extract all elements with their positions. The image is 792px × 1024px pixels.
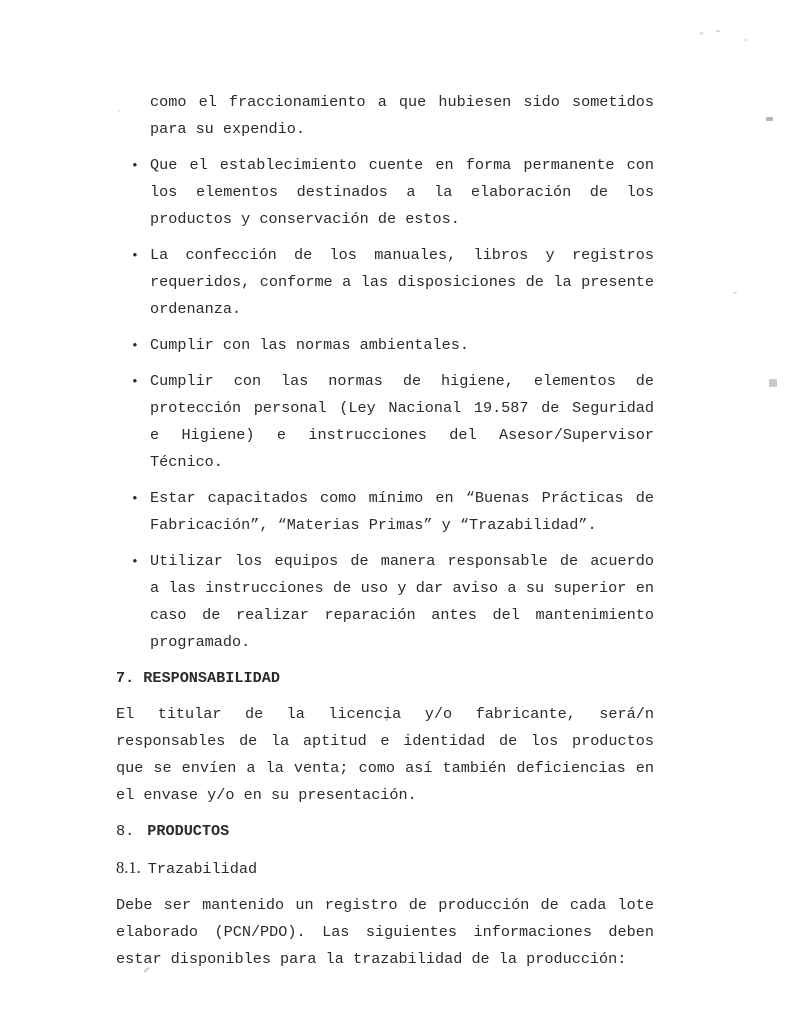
bullet-marker: • [131,374,139,389]
subsection-title: Trazabilidad [147,860,258,878]
scan-speck [716,30,720,32]
scan-speck [700,32,703,35]
paragraph-responsabilidad [116,701,654,809]
bullet-item-establecimiento [116,152,654,233]
text-line: e Higiene) e instrucciones del Asesor/Supervisor [150,426,654,444]
text-line: para su expendio. [150,120,305,138]
section-title: RESPONSABILIDAD [143,669,280,687]
paragraph-fraccionamiento [116,89,654,143]
text-line: los elementos destinados a la elaboración de los [150,183,654,201]
text-line: programado. [150,633,251,651]
section-number: 7. [116,669,135,687]
text-line: responsables de la aptitud e identidad de los productos [116,732,654,750]
text-line: como el fraccionamiento a que hubiesen sido sometidos [150,93,654,111]
bullet-item-normas-ambientales [116,332,654,359]
bullet-marker: • [131,248,139,263]
text-line: Cumplir con las normas ambientales. [150,336,469,354]
paragraph-trazabilidad-intro [116,892,654,973]
bullet-item-equipos [116,548,654,656]
text-line: a las instrucciones de uso y dar aviso a su superior en [150,579,654,597]
bullet-marker: • [131,491,139,506]
subsection-heading-trazabilidad [116,854,654,883]
bullet-item-capacitados [116,485,654,539]
text-line: productos y conservación de estos. [150,210,460,228]
bullet-item-higiene [116,368,654,476]
text-line: el envase y/o en su presentación. [116,786,417,804]
text-line: Estar capacitados como mínimo en “Buenas Prácticas de [150,489,654,507]
text-line: Cumplir con las normas de higiene, elementos de [150,372,654,390]
scan-speck [733,292,737,294]
text-line: Debe ser mantenido un registro de producción de cada lote [116,896,654,914]
text-line: Utilizar los equipos de manera responsable de acuerdo [150,552,654,570]
text-line: caso de realizar reparación antes del mantenimiento [150,606,654,624]
scan-speck [769,379,777,387]
text-line: requeridos, conforme a las disposiciones de la presente [150,273,654,291]
text-line: Fabricación”, “Materias Primas” y “Trazabilidad”. [150,516,597,534]
bullet-marker: • [131,554,139,569]
text-line: Que el establecimiento cuente en forma permanente con [150,156,654,174]
text-line: que se envíen a la venta; como así también deficiencias en [116,759,654,777]
text-line: elaborado (PCN/PDO). Las siguientes informaciones deben [116,923,654,941]
subsection-number: 8.1. [116,858,141,877]
text-line: ordenanza. [150,300,242,318]
text-line: estar disponibles para la trazabilidad de la producción: [116,950,627,968]
bullet-item-confeccion [116,242,654,323]
document-content [116,89,654,982]
text-line: protección personal (Ley Nacional 19.587 de Seguridad [150,399,654,417]
scan-speck [766,117,773,121]
section-heading-responsabilidad [116,665,654,692]
text-line: El titular de la licencia y/o fabricante, será/n [116,705,654,723]
bullet-marker: • [131,158,139,173]
section-heading-productos [116,818,654,845]
text-line: La confección de los manuales, libros y registros [150,246,654,264]
text-line: Técnico. [150,453,223,471]
section-number: 8. [116,822,135,840]
scan-speck [744,39,747,41]
bullet-marker: • [131,338,139,353]
section-title: PRODUCTOS [147,822,230,840]
